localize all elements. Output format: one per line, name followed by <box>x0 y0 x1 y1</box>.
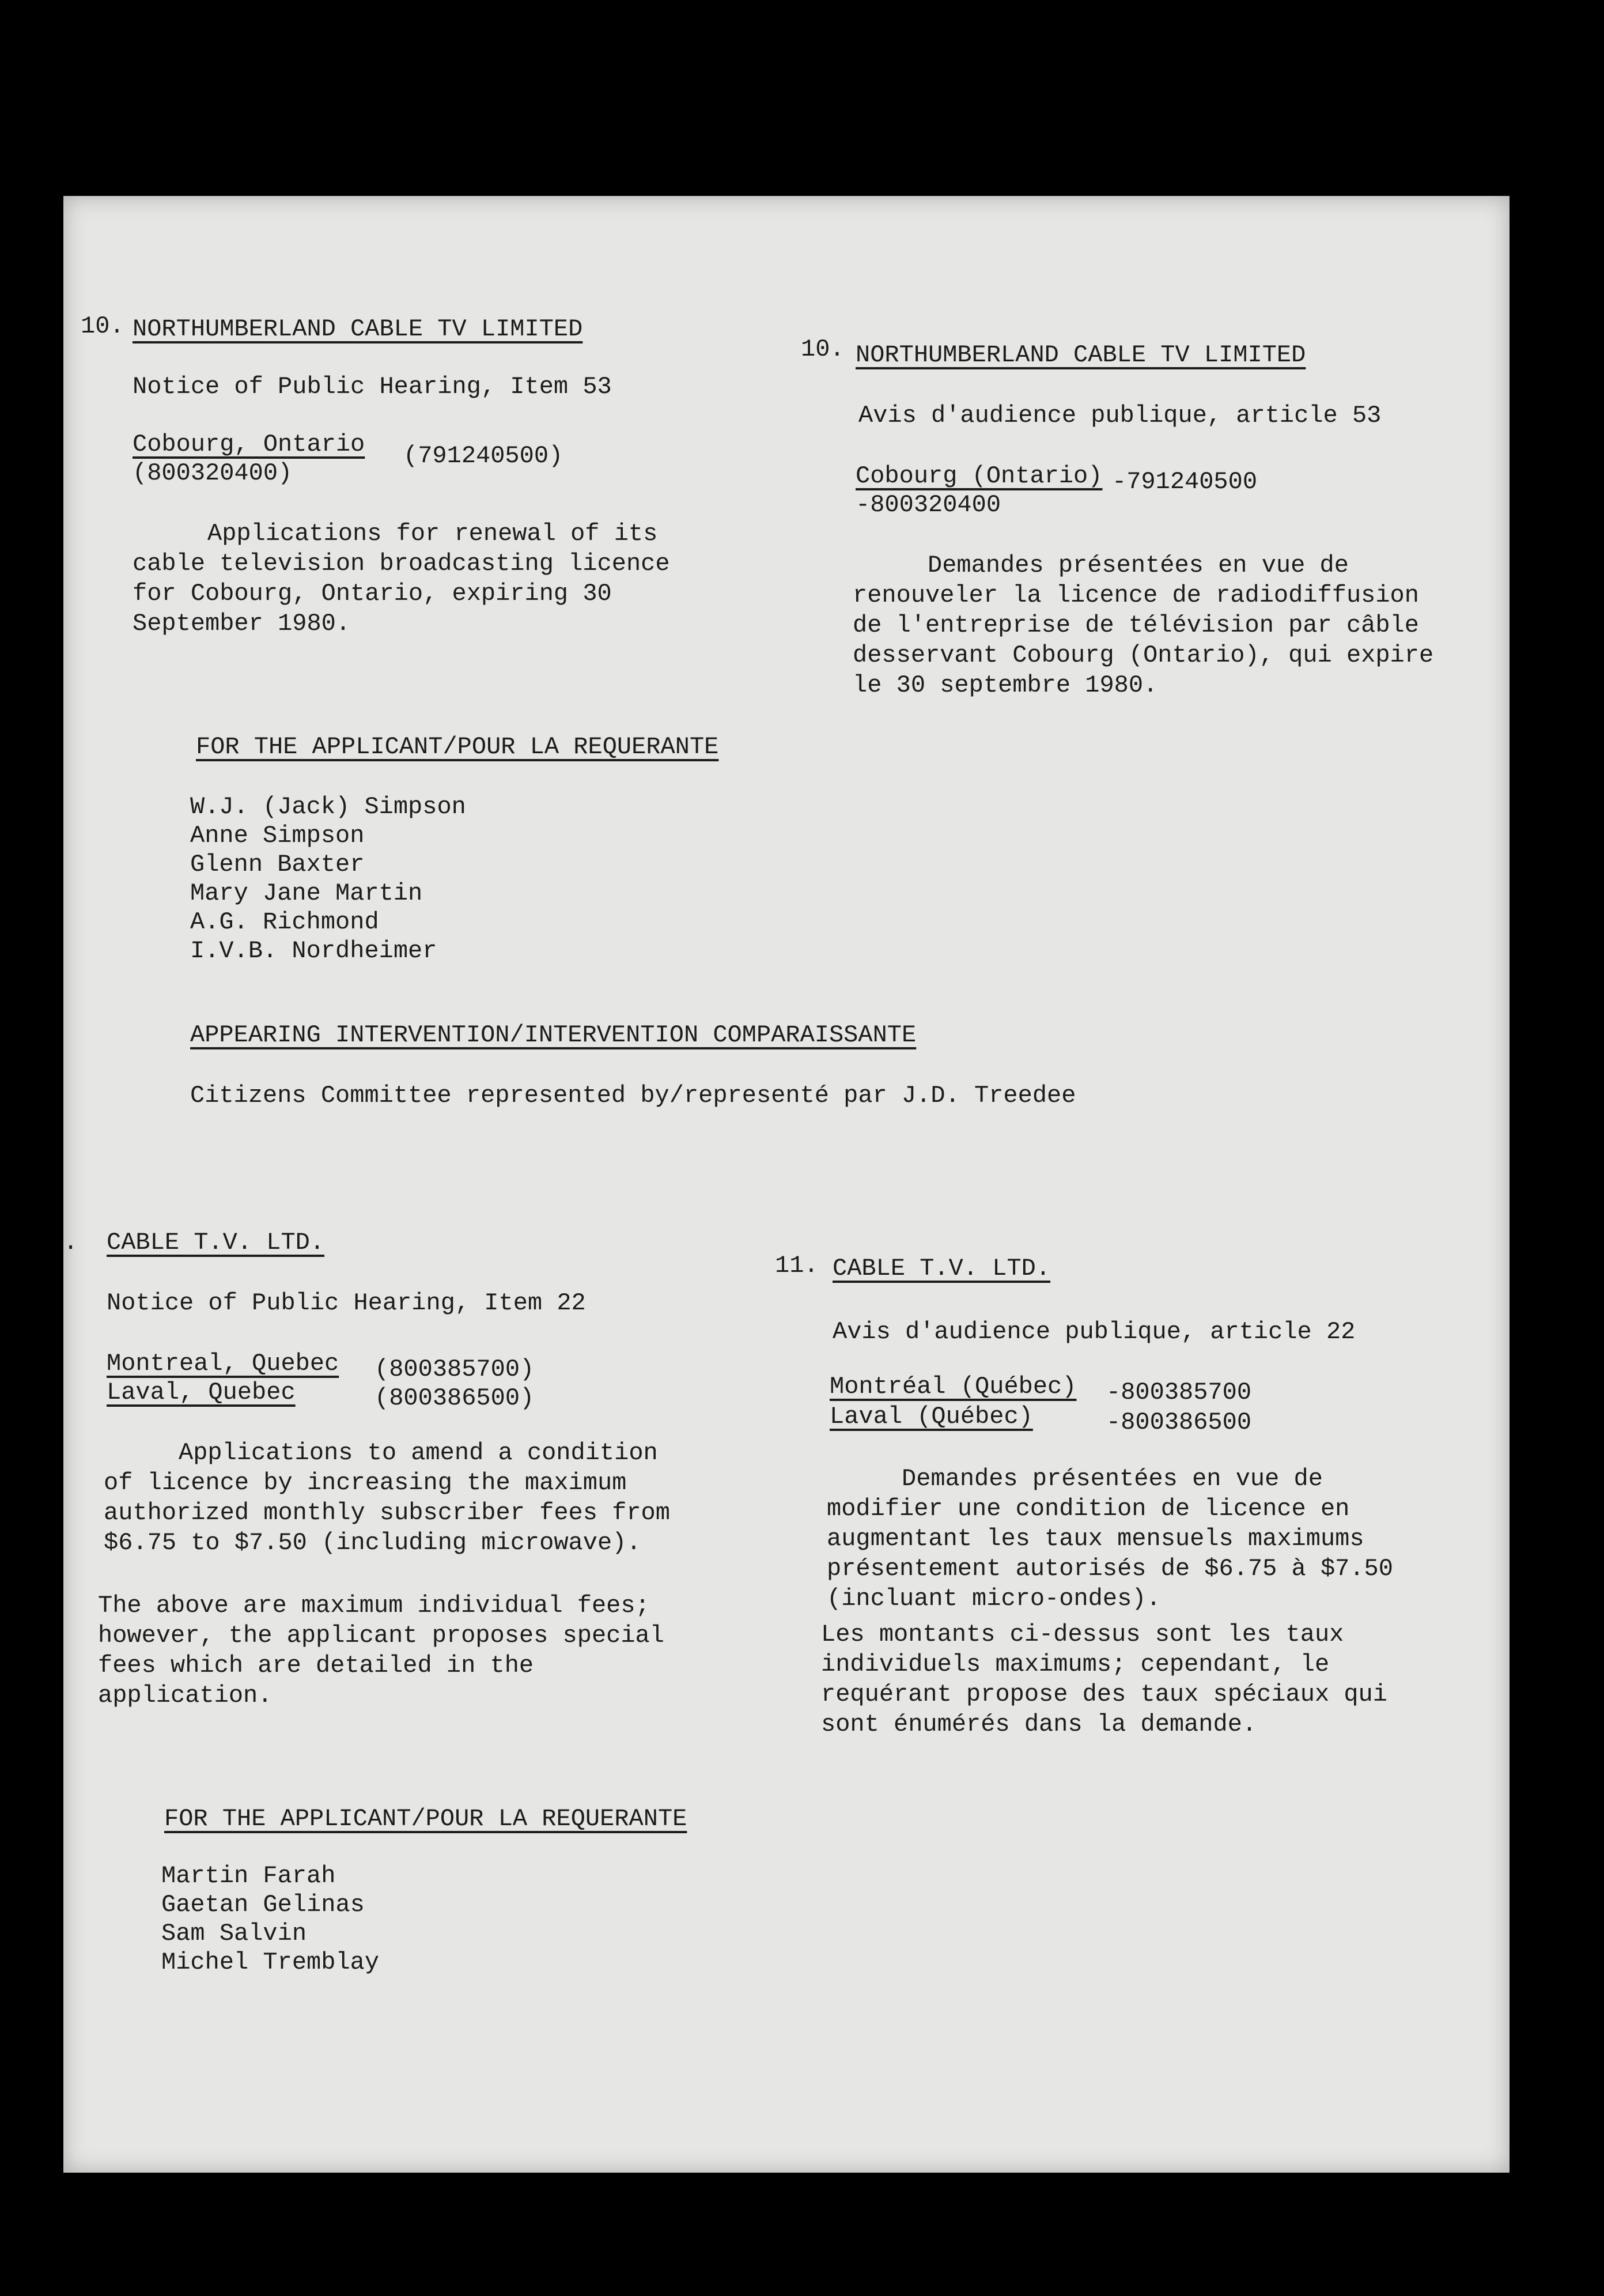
item10-en-app-no-2: (800320400) <box>133 459 293 487</box>
item11-en-description: Applications to amend a condition of licence by increasing the maximum authorized monthly subscriber fees from $6.75 to $7.50 (including microwave). <box>104 1439 670 1557</box>
item11-en-note: The above are maximum individual fees; however, the applicant proposes special fees which are detailed in the application. <box>98 1592 664 1709</box>
applicant-name: Mary Jane Martin <box>190 879 423 907</box>
item11-en-app-no-2: (800386500) <box>374 1384 535 1412</box>
item11-applicant-heading: FOR THE APPLICANT/POUR LA REQUERANTE <box>164 1805 687 1833</box>
item11-fr-location-2: Laval (Québec) <box>830 1403 1033 1430</box>
item10-fr-app-no-2: -800320400 <box>856 491 1001 519</box>
item10-fr-number: 10. <box>801 335 845 363</box>
item11-fr-note: Les montants ci-dessus sont les taux individuels maximums; cependant, le requérant propose des taux spéciaux qui sont énumérés dans la demande. <box>821 1621 1387 1738</box>
item11-fr-app-no-1: -800385700 <box>1106 1379 1252 1406</box>
item10-fr-description: Demandes présentées en vue de renouveler la licence de radiodiffusion de l'entreprise de télévision par câble desservant Cobourg (Ontario), qui expire le 30 septembre 1980. <box>853 552 1434 699</box>
item10-en-app-no-1: (791240500) <box>403 442 563 470</box>
item11-fr-notice: Avis d'audience publique, article 22 <box>833 1318 1356 1346</box>
document-page <box>63 196 1510 2173</box>
item11-en-number: . <box>63 1229 78 1256</box>
item10-intervention-heading: APPEARING INTERVENTION/INTERVENTION COMPARAISSANTE <box>190 1021 917 1049</box>
applicant-name: I.V.B. Nordheimer <box>190 937 437 965</box>
item10-fr-company: NORTHUMBERLAND CABLE TV LIMITED <box>856 341 1306 369</box>
applicant-name: W.J. (Jack) Simpson <box>190 793 466 821</box>
item11-fr-location-1: Montréal (Québec) <box>830 1373 1077 1400</box>
item11-en-location-1: Montreal, Quebec <box>107 1350 339 1377</box>
item10-fr-notice: Avis d'audience publique, article 53 <box>858 402 1382 429</box>
item11-fr-app-no-2: -800386500 <box>1106 1408 1252 1436</box>
applicant-name: Gaetan Gelinas <box>161 1891 365 1919</box>
applicant-name: Michel Tremblay <box>161 1948 380 1976</box>
applicant-name: Sam Salvin <box>161 1920 307 1947</box>
applicant-name: Martin Farah <box>161 1862 336 1890</box>
applicant-name: Anne Simpson <box>190 822 365 849</box>
item10-intervention-text: Citizens Committee represented by/representé par J.D. Treedee <box>190 1082 1076 1109</box>
item11-en-company: CABLE T.V. LTD. <box>107 1229 325 1256</box>
item11-en-app-no-1: (800385700) <box>374 1355 535 1383</box>
applicant-name: Glenn Baxter <box>190 851 365 878</box>
item10-applicant-heading: FOR THE APPLICANT/POUR LA REQUERANTE <box>196 733 719 761</box>
item10-fr-app-no-1: -791240500 <box>1112 468 1258 496</box>
item11-en-notice: Notice of Public Hearing, Item 22 <box>107 1289 586 1317</box>
item10-en-notice: Notice of Public Hearing, Item 53 <box>133 373 612 401</box>
applicant-name: A.G. Richmond <box>190 908 379 936</box>
item10-en-location: Cobourg, Ontario <box>133 430 365 458</box>
item11-fr-number: 11. <box>775 1252 819 1279</box>
item10-applicant-list <box>190 792 466 965</box>
item10-fr-location: Cobourg (Ontario) <box>856 462 1103 490</box>
item11-en-location-2: Laval, Quebec <box>107 1379 296 1406</box>
item11-fr-description: Demandes présentées en vue de modifier une condition de licence en augmentant les taux mensuels maximums présentement autorisés de $6.75 à $7.50 (incluant micro-ondes). <box>827 1465 1393 1613</box>
item10-en-number: 10. <box>81 312 124 340</box>
item11-applicant-list <box>161 1861 379 1977</box>
item10-en-description: Applications for renewal of its cable television broadcasting licence for Cobourg, Ontario, expiring 30 September 1980. <box>133 520 670 637</box>
item10-en-company: NORTHUMBERLAND CABLE TV LIMITED <box>133 315 583 343</box>
item11-fr-company: CABLE T.V. LTD. <box>833 1255 1051 1282</box>
